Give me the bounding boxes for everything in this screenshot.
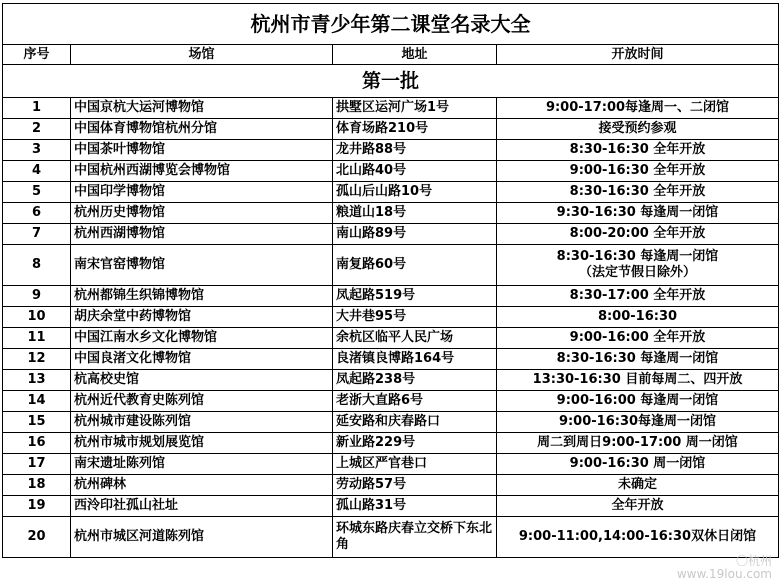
table-row [3, 245, 779, 286]
opening-hours: 9:00-16:30 周一闭馆 [497, 454, 779, 475]
venue-name: 中国茶叶博物馆 [71, 140, 333, 161]
venue-address: 粮道山18号 [333, 203, 497, 224]
opening-hours: 周二到周日9:00-17:00 周一闭馆 [497, 433, 779, 454]
row-number: 8 [3, 245, 71, 286]
opening-hours: 未确定 [497, 475, 779, 496]
venue-name: 杭州市城区河道陈列馆 [71, 517, 333, 558]
table-row [3, 475, 779, 496]
opening-hours-line: 8:30-16:30 每逢周一闭馆 [556, 249, 719, 264]
row-number: 12 [3, 349, 71, 370]
table-row [3, 98, 779, 119]
row-number: 16 [3, 433, 71, 454]
watermark-url: www.19lou.com [676, 567, 772, 581]
table-row [3, 370, 779, 391]
venue-address: 南复路60号 [333, 245, 497, 286]
row-number: 11 [3, 328, 71, 349]
row-number: 9 [3, 286, 71, 307]
venue-name: 中国杭州西湖博览会博物馆 [71, 161, 333, 182]
table-row [3, 182, 779, 203]
table-row [3, 454, 779, 475]
venue-address: 上城区严官巷口 [333, 454, 497, 475]
table-row [3, 203, 779, 224]
opening-hours: 9:30-16:30 每逢周一闭馆 [497, 203, 779, 224]
column-header-address: 地址 [333, 45, 497, 65]
opening-hours: 8:30-16:30 全年开放 [497, 182, 779, 203]
venue-name: 中国京杭大运河博物馆 [71, 98, 333, 119]
table-row [3, 307, 779, 328]
row-number: 15 [3, 412, 71, 433]
venue-address: 余杭区临平人民广场 [333, 328, 497, 349]
venue-table [2, 3, 779, 558]
venue-address: 环城东路庆春立交桥下东北角 [333, 517, 497, 558]
row-number: 5 [3, 182, 71, 203]
venue-name: 胡庆余堂中药博物馆 [71, 307, 333, 328]
opening-hours [497, 245, 779, 286]
venue-name: 中国良渚文化博物馆 [71, 349, 333, 370]
row-number: 18 [3, 475, 71, 496]
venue-address: 新业路229号 [333, 433, 497, 454]
row-number: 4 [3, 161, 71, 182]
table-row [3, 433, 779, 454]
watermark-logo-text: 〇杭州 [735, 554, 772, 568]
venue-name: 杭高校史馆 [71, 370, 333, 391]
row-number: 19 [3, 496, 71, 517]
table-row [3, 328, 779, 349]
venue-address: 孤山后山路10号 [333, 182, 497, 203]
table-row [3, 496, 779, 517]
table-row [3, 391, 779, 412]
venue-name: 杭州西湖博物馆 [71, 224, 333, 245]
venue-name: 南宋官窑博物馆 [71, 245, 333, 286]
venue-address: 龙井路88号 [333, 140, 497, 161]
opening-hours: 8:30-16:30 每逢周一闭馆 [497, 349, 779, 370]
opening-hours: 8:00-20:00 全年开放 [497, 224, 779, 245]
row-number: 1 [3, 98, 71, 119]
table-row [3, 119, 779, 140]
venue-name: 杭州都锦生织锦博物馆 [71, 286, 333, 307]
row-number: 20 [3, 517, 71, 558]
opening-hours: 9:00-16:30 全年开放 [497, 161, 779, 182]
row-number: 10 [3, 307, 71, 328]
venue-name: 杭州碑林 [71, 475, 333, 496]
venue-name: 南宋遗址陈列馆 [71, 454, 333, 475]
venue-address: 北山路40号 [333, 161, 497, 182]
venue-name: 杭州近代教育史陈列馆 [71, 391, 333, 412]
batch-title: 第一批 [3, 65, 779, 98]
opening-hours: 全年开放 [497, 496, 779, 517]
opening-hours: 接受预约参观 [497, 119, 779, 140]
row-number: 7 [3, 224, 71, 245]
opening-hours: 9:00-16:00 每逢周一闭馆 [497, 391, 779, 412]
row-number: 6 [3, 203, 71, 224]
row-number: 17 [3, 454, 71, 475]
venue-address: 拱墅区运河广场1号 [333, 98, 497, 119]
opening-hours: 9:00-16:00 全年开放 [497, 328, 779, 349]
table-row [3, 412, 779, 433]
row-number: 3 [3, 140, 71, 161]
venue-name: 中国江南水乡文化博物馆 [71, 328, 333, 349]
venue-address: 凤起路519号 [333, 286, 497, 307]
venue-address: 延安路和庆春路口 [333, 412, 497, 433]
venue-address: 老浙大直路6号 [333, 391, 497, 412]
column-header-row [3, 45, 779, 65]
table-row [3, 517, 779, 558]
venue-address: 凤起路238号 [333, 370, 497, 391]
table-row [3, 224, 779, 245]
opening-hours: 9:00-11:00,14:00-16:30双休日闭馆 [497, 517, 779, 558]
venue-address: 良渚镇良博路164号 [333, 349, 497, 370]
venue-name: 杭州市城市规划展览馆 [71, 433, 333, 454]
opening-hours: 8:30-16:30 全年开放 [497, 140, 779, 161]
opening-hours: 8:30-17:00 全年开放 [497, 286, 779, 307]
opening-hours: 13:30-16:30 目前每周二、四开放 [497, 370, 779, 391]
opening-hours: 9:00-17:00每逢周一、二闭馆 [497, 98, 779, 119]
page-title: 杭州市青少年第二课堂名录大全 [3, 4, 779, 45]
column-header-hours: 开放时间 [497, 45, 779, 65]
opening-hours: 9:00-16:30每逢周一闭馆 [497, 412, 779, 433]
table-row [3, 349, 779, 370]
column-header-no: 序号 [3, 45, 71, 65]
opening-hours-note: （法定节假日除外） [578, 265, 696, 280]
row-number: 2 [3, 119, 71, 140]
row-number: 13 [3, 370, 71, 391]
venue-address: 劳动路57号 [333, 475, 497, 496]
venue-name: 中国体育博物馆杭州分馆 [71, 119, 333, 140]
watermark [677, 555, 772, 581]
venue-address: 南山路89号 [333, 224, 497, 245]
venue-address: 体育场路210号 [333, 119, 497, 140]
column-header-venue: 场馆 [71, 45, 333, 65]
table-row [3, 140, 779, 161]
venue-name: 杭州城市建设陈列馆 [71, 412, 333, 433]
table-row [3, 286, 779, 307]
venue-name: 中国印学博物馆 [71, 182, 333, 203]
venue-name: 杭州历史博物馆 [71, 203, 333, 224]
table-row [3, 161, 779, 182]
venue-address: 大井巷95号 [333, 307, 497, 328]
venue-address: 孤山路31号 [333, 496, 497, 517]
opening-hours: 8:00-16:30 [497, 307, 779, 328]
venue-name: 西泠印社孤山社址 [71, 496, 333, 517]
row-number: 14 [3, 391, 71, 412]
